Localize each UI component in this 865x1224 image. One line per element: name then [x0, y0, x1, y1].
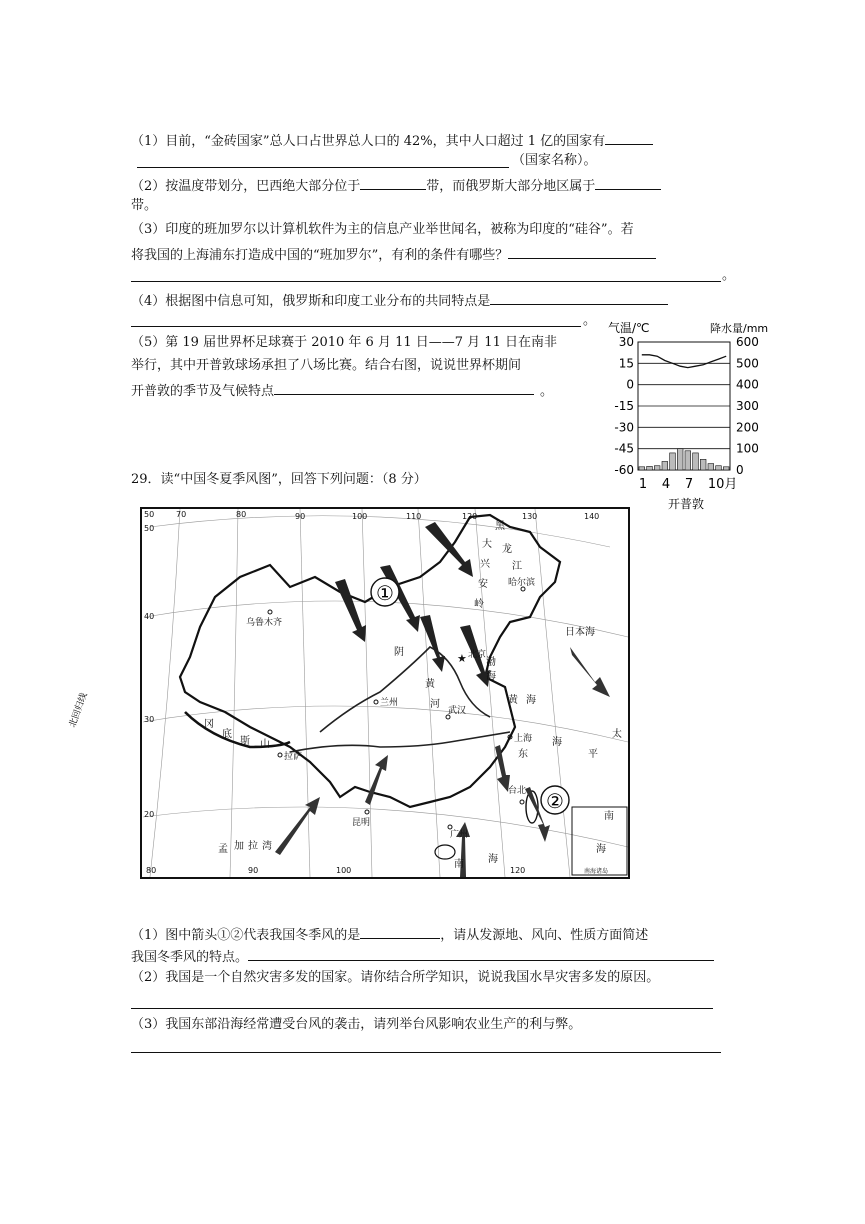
arrow-2-label: ②: [546, 789, 564, 813]
q4-answer-line[interactable]: [131, 326, 581, 327]
precip-bar: [685, 451, 691, 470]
q3-line-a: （3）印度的班加罗尔以计算机软件为主的信息产业举世闻名，被称为印度的“硅谷”。若: [131, 222, 634, 237]
lon-label: 80: [146, 866, 157, 875]
lon-label: 140: [584, 512, 600, 521]
city-kunming: 昆明: [352, 818, 371, 828]
q29-p2-text: （2）我国是一个自然灾害多发的国家。请你结合所学知识，说说我国水旱灾害多发的原因。: [131, 970, 660, 985]
feature-label: 冈: [204, 719, 214, 730]
feature-label: 斯: [240, 736, 250, 747]
q2-text-a: （2）按温度带划分，巴西绝大部分位于: [131, 179, 361, 194]
q29-title: 29．读“中国冬夏季风图”，回答下列问题：（8 分）: [131, 472, 427, 487]
feature-label: 平: [588, 749, 598, 760]
precip-bars: [639, 449, 729, 470]
feature-label: 底: [222, 729, 232, 740]
lon-label: 100: [336, 866, 352, 875]
feature-label: 大: [482, 539, 492, 550]
month-tick-label: 1: [638, 477, 648, 492]
precip-tick-label: 600: [736, 335, 759, 349]
q3-line-b: [131, 245, 656, 264]
lon-label: 100: [352, 512, 368, 521]
q5-period: 。: [540, 384, 554, 399]
temperature-curve: [642, 355, 726, 368]
lon-label: 110: [406, 512, 422, 521]
feature-label: 南: [604, 811, 614, 822]
precip-bar: [716, 466, 722, 470]
q29-p1-text-b: ，请从发源地、风向、性质方面简述: [440, 928, 649, 943]
q1-line-a: [131, 131, 653, 150]
feature-label: 南海诸岛: [584, 868, 609, 875]
chart-grid: [638, 342, 730, 470]
q29-p3-answer-line[interactable]: [131, 1052, 721, 1053]
feature-label: 兴: [480, 559, 490, 570]
climate-chart: [600, 318, 770, 514]
month-tick-label: 7: [684, 477, 694, 492]
q2-line: [131, 176, 661, 195]
q5-line-a: （5）第 19 届世界杯足球赛于 2010 年 6 月 11 日——7 月 11 日在南非: [131, 335, 557, 350]
lat-label: 30: [144, 715, 155, 724]
q29-p3-text: （3）我国东部沿海经常遭受台风的袭击，请列举台风影响农业生产的利与弊。: [131, 1017, 582, 1032]
feature-label: 渤: [486, 657, 496, 668]
lat-label: 20: [144, 810, 155, 819]
feature-label: 海: [526, 695, 536, 706]
q1-text: （1）目前，“金砖国家”总人口占世界总人口的 42%，其中人口超过 1 亿的国家有: [131, 134, 606, 149]
precip-tick-label: 0: [736, 463, 744, 477]
tropic-label: 北回归线: [67, 691, 90, 729]
q3-period: 。: [722, 268, 736, 283]
lat-label: 40: [144, 612, 155, 621]
q3-answer-line[interactable]: [131, 281, 721, 282]
lon-label: 90: [248, 866, 259, 875]
q1-answer-blank[interactable]: [605, 131, 653, 145]
city-beijing: 北京: [468, 650, 487, 660]
temp-tick-label: -60: [614, 463, 634, 477]
city-lanzhou: 兰州: [380, 698, 399, 708]
precip-tick-label: 200: [736, 420, 759, 435]
q3-blank[interactable]: [508, 245, 656, 259]
q3-text: 将我国的上海浦东打造成中国的“班加罗尔”，有利的条件有哪些？: [131, 248, 509, 263]
lon-label: 70: [176, 510, 187, 519]
city-wuhan: 武汉: [448, 706, 467, 716]
q4-text: （4）根据图中信息可知，俄罗斯和印度工业分布的共同特点是: [131, 294, 491, 309]
precip-bar: [639, 467, 645, 470]
precip-bar: [723, 467, 729, 470]
temp-ticks: [614, 335, 634, 477]
station-label: 开普敦: [668, 497, 705, 511]
q1-answer-line[interactable]: [137, 167, 509, 168]
feature-label: 海: [552, 737, 562, 748]
q29-p1-text-c: 我国冬季风的特点。: [131, 950, 249, 965]
q2-end: 带。: [131, 198, 158, 213]
lon-label: 50: [144, 510, 155, 519]
city-guangzhou: 广州: [450, 830, 469, 840]
temp-tick-label: 15: [618, 356, 634, 371]
month-ticks: [639, 477, 738, 492]
precip-bar: [670, 453, 676, 470]
feature-label: 加: [234, 841, 244, 852]
feature-label: 海: [596, 844, 606, 855]
feature-label: 南: [454, 859, 464, 870]
precip-bar: [662, 461, 668, 470]
lon-label: 120: [510, 866, 526, 875]
precip-ticks: [736, 335, 759, 477]
feature-label: 孟: [218, 844, 228, 855]
feature-label: 黑: [495, 521, 505, 532]
precip-bar: [647, 466, 653, 470]
lon-label: 120: [462, 512, 478, 521]
temp-tick-label: -15: [614, 399, 634, 413]
feature-label: 海: [488, 854, 498, 865]
q29-p2-answer-line[interactable]: [131, 1008, 713, 1009]
lon-label: 90: [295, 512, 306, 521]
map-frame: [141, 508, 629, 878]
precip-axis-label: 降水量/mm: [710, 322, 769, 335]
precip-bar: [677, 449, 683, 470]
lon-label: 80: [236, 510, 247, 519]
feature-label: 岭: [474, 599, 484, 610]
lat-label: 50: [144, 524, 155, 533]
city-lhasa: 拉萨: [284, 752, 303, 762]
temp-tick-label: -30: [614, 420, 634, 435]
q2-blank-russia[interactable]: [595, 176, 661, 190]
precip-tick-label: 400: [736, 377, 759, 392]
q4-period: 。: [583, 313, 597, 328]
city-shanghai: 上海: [514, 734, 533, 744]
feature-label: 东: [518, 749, 528, 760]
precip-tick-label: 500: [736, 356, 759, 371]
feature-label: 湾: [262, 841, 272, 852]
month-tick-label: 4: [661, 477, 671, 492]
precip-bar: [693, 453, 699, 470]
q1-suffix: （国家名称）。: [512, 153, 597, 168]
temp-tick-label: -45: [614, 441, 634, 456]
precip-tick-label: 300: [736, 399, 759, 413]
precip-bar: [654, 466, 660, 470]
feature-label: 山: [260, 739, 270, 750]
feature-label: 阴: [394, 647, 404, 658]
feature-label: 河: [430, 699, 440, 710]
temp-tick-label: 0: [626, 377, 634, 392]
precip-bar: [700, 459, 706, 470]
month-tick-label: 10月: [707, 477, 738, 492]
feature-label: 太: [612, 729, 622, 740]
feature-label: 江: [512, 561, 522, 572]
feature-label: 拉: [248, 841, 258, 852]
feature-label: 黄: [508, 695, 518, 706]
feature-label: 日本海: [565, 627, 595, 638]
feature-label: 龙: [502, 544, 512, 555]
q29-p1-line-b: [131, 947, 714, 966]
china-monsoon-map: [67, 507, 630, 879]
city-urumqi: 乌鲁木齐: [246, 618, 283, 628]
q2-blank-brazil[interactable]: [360, 176, 426, 190]
city-beijing-star: ★: [457, 652, 467, 665]
feature-label: 黄: [425, 679, 435, 690]
q5-text: 开普敦的季节及气候特点: [131, 384, 275, 399]
feature-label: 海: [486, 671, 496, 682]
q29-p1-blank[interactable]: [360, 925, 440, 939]
q29-p1-text-a: （1）图中箭头①②代表我国冬季风的是: [131, 928, 361, 943]
precip-bar: [708, 464, 714, 470]
q29-p1-line-a: [131, 925, 648, 944]
q5-blank[interactable]: [274, 381, 534, 395]
q2-text-b: 带，而俄罗斯大部分地区属于: [426, 179, 596, 194]
precip-tick-label: 100: [736, 441, 759, 456]
lon-label: 130: [522, 512, 538, 521]
city-harbin: 哈尔滨: [508, 578, 536, 588]
city-taipei: 台北: [508, 786, 527, 796]
arrow-1-label: ①: [376, 581, 394, 605]
feature-label: 安: [478, 579, 488, 590]
q29-p1-answer[interactable]: [248, 947, 714, 961]
q4-blank[interactable]: [490, 291, 668, 305]
q5-line-c: [131, 381, 553, 400]
q4-line: [131, 291, 668, 310]
temp-axis-label: 气温/℃: [608, 321, 650, 335]
temp-tick-label: 30: [618, 335, 634, 349]
q5-line-b: 举行，其中开普敦球场承担了八场比赛。结合右图，说说世界杯期间: [131, 358, 522, 373]
